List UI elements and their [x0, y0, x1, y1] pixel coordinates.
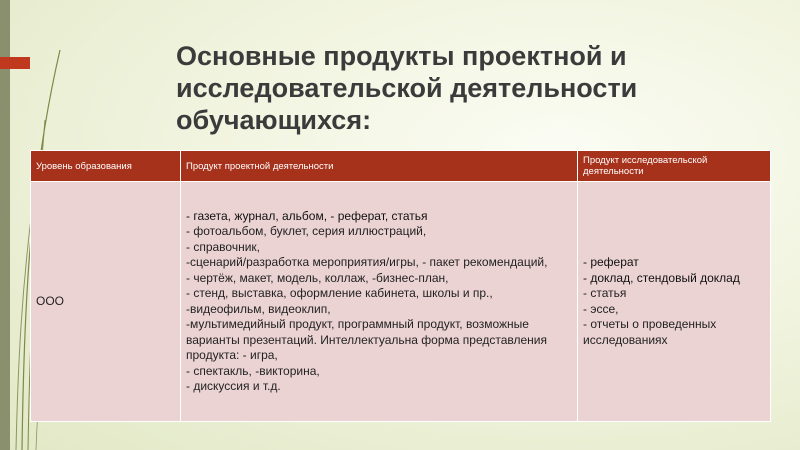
project-product-line: - дискуссия и т.д.: [186, 379, 281, 393]
project-product-line: -сценарий/разработка мероприятия/игры, - пакет рекомендаций,: [186, 255, 548, 269]
research-product-line: - эссе,: [583, 301, 619, 316]
project-products-cell: [181, 182, 578, 422]
project-product-line: - фотоальбом, буклет, серия иллюстраций,: [186, 224, 427, 238]
project-product-line: -мультимедийный продукт, программный продукт, возможные варианты презентаций. Интеллектуальна форма представления продукта: - игра,: [186, 317, 547, 362]
research-product-line: - реферат: [583, 255, 639, 269]
research-products-cell: [578, 182, 771, 422]
header-research-product: Продукт исследовательской деятельности: [578, 151, 771, 182]
accent-bar: [0, 57, 30, 69]
project-product-line: -видеофильм, видеоклип,: [186, 301, 331, 316]
research-product-line: - статья: [583, 286, 627, 300]
education-level-cell: ООО: [31, 182, 181, 422]
products-table: [30, 150, 771, 422]
table-row: [31, 182, 771, 422]
research-product-line: - доклад, стендовый доклад: [583, 270, 740, 285]
table-header-row: [31, 151, 771, 182]
header-education-level: Уровень образования: [31, 151, 181, 182]
header-project-product: Продукт проектной деятельности: [181, 151, 578, 182]
project-product-line: - спектакль, -викторина,: [186, 363, 320, 378]
research-product-line: - отчеты о проведенных исследованиях: [583, 317, 717, 347]
project-product-line: - стенд, выставка, оформление кабинета, школы и пр.,: [186, 286, 493, 300]
slide-title: Основные продукты проектной и исследовательской деятельности обучающихся:: [176, 41, 638, 135]
project-product-line: - чертёж, макет, модель, коллаж, -бизнес-план,: [186, 270, 449, 285]
project-product-line: - газета, журнал, альбом, - реферат, статья: [186, 208, 428, 223]
project-product-line: - справочник,: [186, 239, 260, 254]
